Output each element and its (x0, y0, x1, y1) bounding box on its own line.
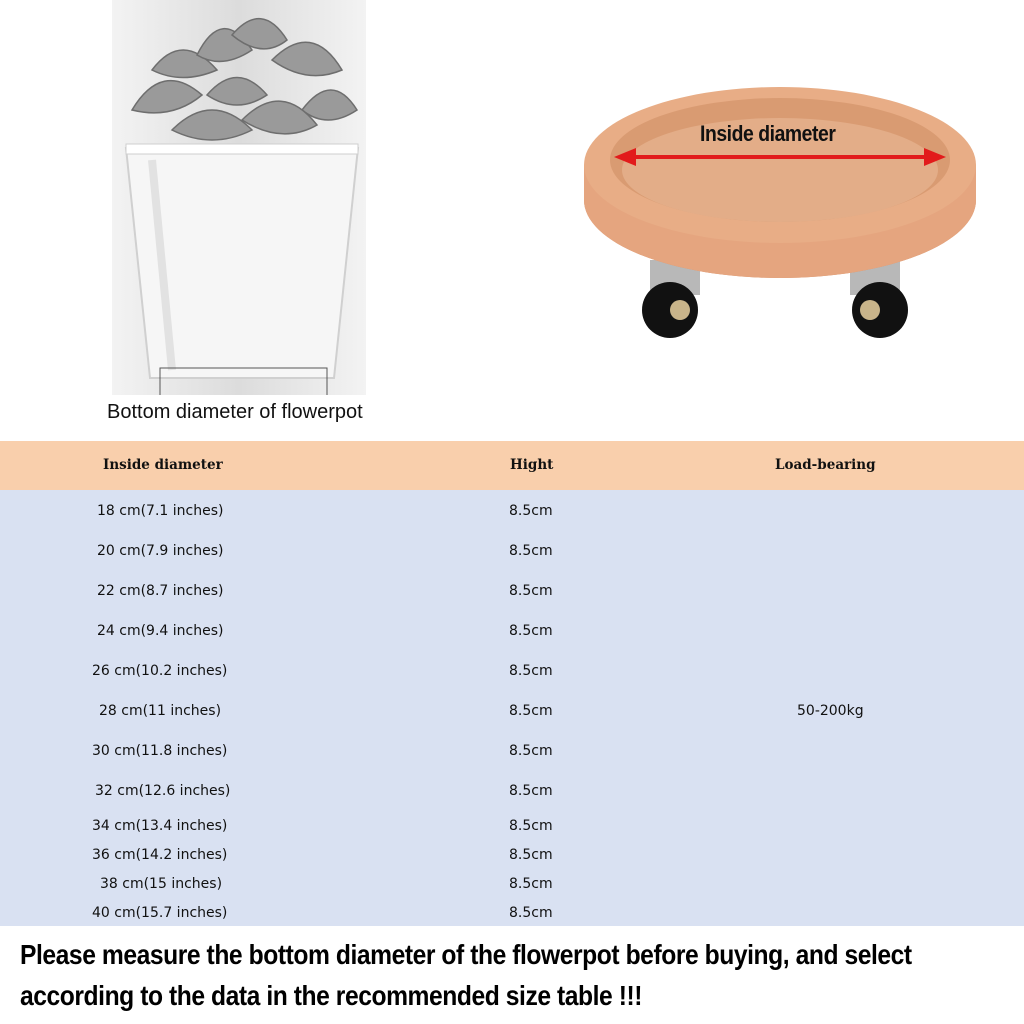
row-0-diameter: 18 cm(7.1 inches) (97, 503, 224, 519)
header-inside-diameter: Inside diameter (103, 457, 223, 473)
row-1-height: 8.5cm (509, 543, 553, 559)
row-4-height: 8.5cm (509, 663, 553, 679)
row-10-height: 8.5cm (509, 876, 553, 892)
size-table (0, 441, 1024, 926)
row-3-diameter: 24 cm(9.4 inches) (97, 623, 224, 639)
row-8-diameter: 34 cm(13.4 inches) (92, 818, 228, 834)
plant-caddy-photo (580, 70, 980, 350)
flowerpot-photo (112, 0, 366, 395)
flowerpot-caption: Bottom diameter of flowerpot (107, 401, 363, 423)
header-height: Hight (510, 457, 554, 473)
row-2-height: 8.5cm (509, 583, 553, 599)
row-5-height: 8.5cm (509, 703, 553, 719)
table-header (0, 441, 1024, 490)
row-1-diameter: 20 cm(7.9 inches) (97, 543, 224, 559)
row-11-height: 8.5cm (509, 905, 553, 921)
row-11-diameter: 40 cm(15.7 inches) (92, 905, 228, 921)
row-9-height: 8.5cm (509, 847, 553, 863)
inside-diameter-label: Inside diameter (700, 121, 836, 146)
load-bearing-value: 50-200kg (797, 703, 864, 719)
row-4-diameter: 26 cm(10.2 inches) (92, 663, 228, 679)
row-6-height: 8.5cm (509, 743, 553, 759)
row-2-diameter: 22 cm(8.7 inches) (97, 583, 224, 599)
measure-notice (20, 934, 1014, 1016)
row-5-diameter: 28 cm(11 inches) (99, 703, 222, 719)
header-load-bearing: Load-bearing (775, 457, 876, 473)
row-7-height: 8.5cm (509, 783, 553, 799)
row-7-diameter: 32 cm(12.6 inches) (95, 783, 231, 799)
row-6-diameter: 30 cm(11.8 inches) (92, 743, 228, 759)
table-body (0, 490, 1024, 926)
row-0-height: 8.5cm (509, 503, 553, 519)
row-8-height: 8.5cm (509, 818, 553, 834)
notice-line-1: Please measure the bottom diameter of the flowerpot before buying, and select (20, 939, 912, 970)
caster-wheel-icon (642, 260, 700, 338)
row-10-diameter: 38 cm(15 inches) (100, 876, 223, 892)
notice-line-2: according to the data in the recommended size table !!! (20, 980, 643, 1011)
row-3-height: 8.5cm (509, 623, 553, 639)
row-9-diameter: 36 cm(14.2 inches) (92, 847, 228, 863)
